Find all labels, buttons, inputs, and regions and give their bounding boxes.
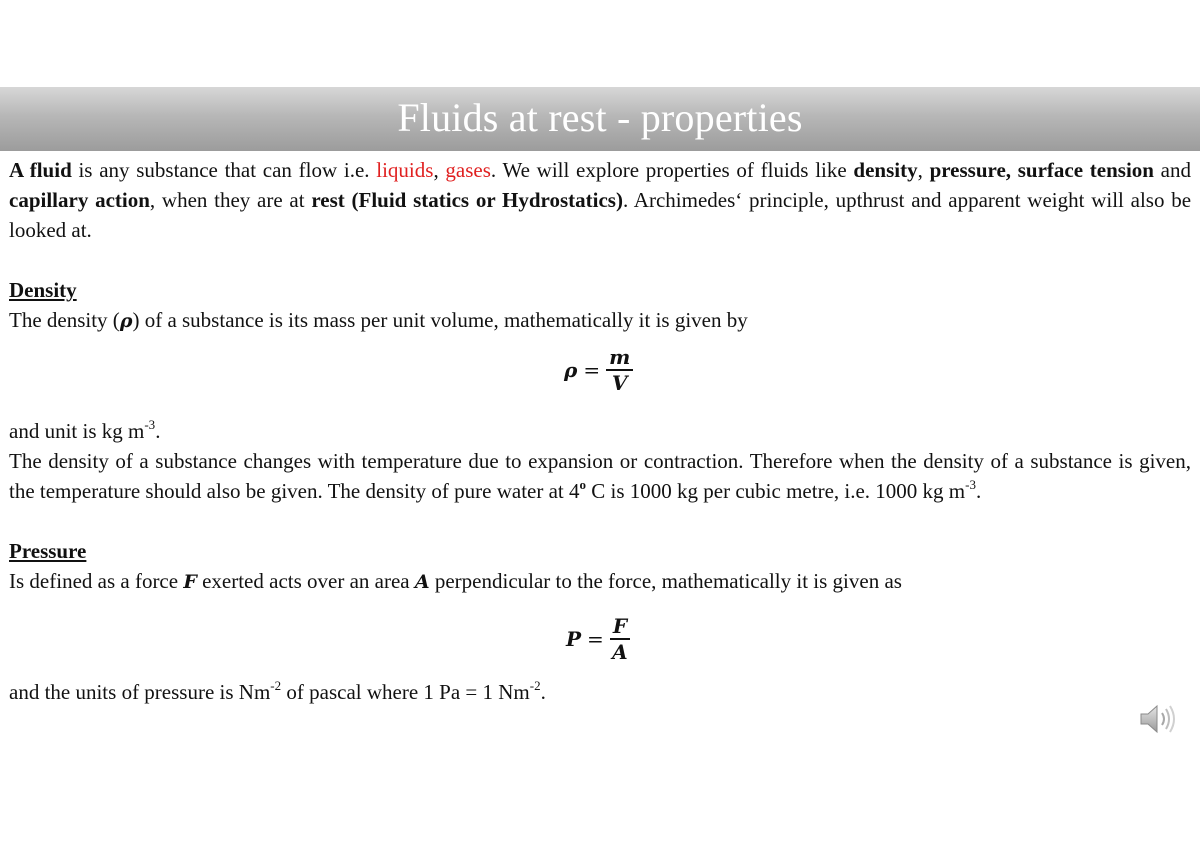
density-eq-equals: = [583,358,601,382]
pressure-def-text: perpendicular to the force, mathematically it is given as [429,569,902,593]
pressure-definition [9,566,1191,597]
pressure-unit-exponent-2: -2 [529,678,541,693]
rho-symbol: ρ [119,310,133,332]
force-symbol: F [183,571,197,593]
intro-paragraph [9,155,1191,245]
intro-text: , [433,158,446,182]
pressure-unit-text: . [540,680,546,704]
slide-title: Fluids at rest - properties [397,95,803,140]
spacer [9,245,1191,275]
density-unit-text: . [155,419,161,443]
pressure-unit-text: and the units of pressure is Nm [9,680,271,704]
density-temp-text: C is 1000 kg per cubic metre, i.e. 1000 kg m [586,479,966,503]
speaker-icon[interactable] [1137,702,1179,736]
density-definition [9,305,1191,336]
pressure-eq-denominator: A [612,640,628,664]
density-def-text: ) of a substance is its mass per unit volume, mathematically it is given by [132,308,748,332]
pressure-equation [566,615,630,663]
pressure-def-text: Is defined as a force [9,569,184,593]
intro-term-fluid: A fluid [9,158,72,182]
density-heading: Density [9,278,77,302]
speaker-icon-graphic [1137,702,1179,736]
density-temp-text: . [975,479,982,503]
intro-term-pressure-surface-tension: pressure, surface tension [929,158,1154,182]
intro-text: is any substance that can flow i.e. [71,158,377,182]
pressure-unit-text: of pascal where 1 Pa = 1 Nm [281,680,530,704]
density-temperature-paragraph [9,446,1191,506]
density-eq-numerator: m [606,346,633,371]
density-unit-text: and unit is kg m [9,419,145,443]
pressure-heading: Pressure [9,539,87,563]
pressure-eq-numerator: F [610,615,630,640]
intro-text: . We will explore properties of fluids like [490,158,854,182]
pressure-equation-block [9,597,1191,683]
density-equation [564,346,633,394]
degree-symbol: o [579,477,587,492]
density-def-text: The density ( [9,308,120,332]
intro-text: . Archimedes‘ principle, upthrust and apparent weight will also be looked at. [9,188,1192,242]
intro-text: , when they are at [149,188,312,212]
density-eq-lhs: ρ [564,358,578,382]
area-symbol: A [414,571,430,593]
slide-title-bar [0,87,1200,151]
intro-term-density: density [853,158,918,182]
density-temp-exponent: -3 [965,477,976,492]
intro-text: , [917,158,930,182]
pressure-eq-lhs: P [566,627,582,651]
pressure-eq-fraction [610,615,630,663]
density-eq-denominator: V [611,371,628,395]
density-temp-text: The density of a substance changes with temperature due to expansion or contraction. Therefore when the density of a substance is given, the temperature should also be given. The density of pure water at 4 [9,449,1191,503]
density-equation-block [9,336,1191,416]
density-unit [9,416,1191,446]
slide-content [9,155,1191,707]
pressure-unit-exponent-1: -2 [270,678,282,693]
pressure-def-text: exerted acts over an area [196,569,415,593]
intro-text: and [1153,158,1192,182]
intro-term-liquids: liquids [376,158,434,182]
intro-term-rest: rest (Fluid statics or Hydrostatics) [311,188,623,212]
intro-term-capillary: capillary action [9,188,150,212]
spacer [9,506,1191,536]
intro-term-gases: gases [445,158,491,182]
density-unit-exponent: -3 [144,417,156,432]
density-eq-fraction [606,346,633,394]
pressure-eq-equals: = [587,627,604,651]
